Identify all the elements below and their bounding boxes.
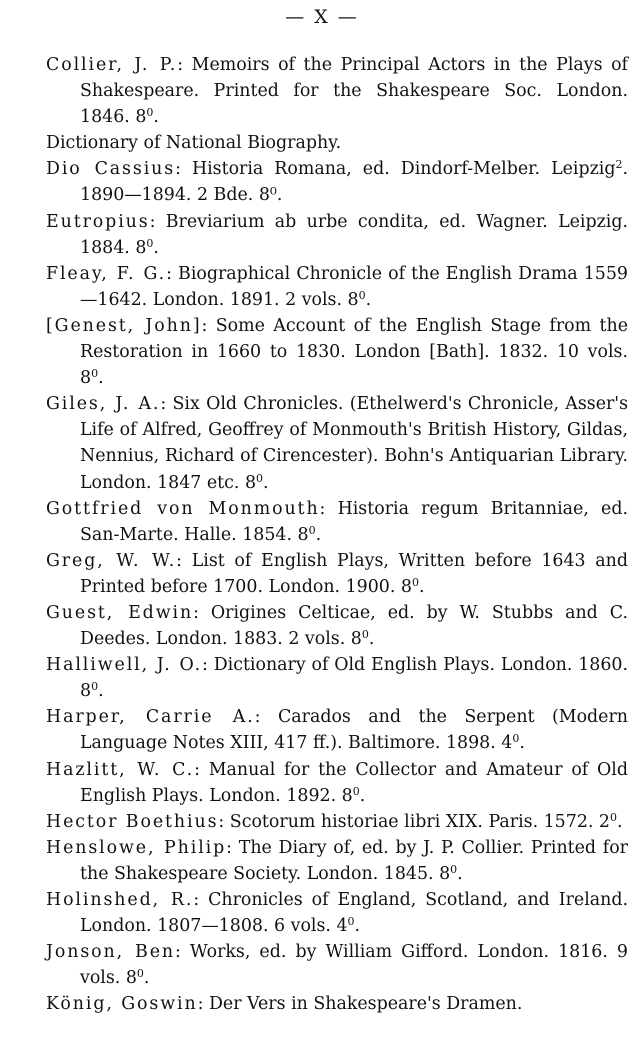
entry-tail: .: [98, 368, 104, 389]
entry-text: : Historia Romana, ed. Dindorf-Melber. Leipzig: [175, 159, 616, 180]
bibliography-entry: [46, 156, 628, 208]
entry-tail: .: [368, 629, 375, 650]
entry-superscript: 0: [256, 471, 264, 485]
entry-text: : Biographical Chronicle of the English Drama 1559—1642. London. 1891. 2 vols. 8: [80, 263, 629, 310]
entry-tail: . 1890—1894. 2 Bde. 8⁰.: [80, 159, 628, 206]
entry-tail: .: [143, 968, 150, 989]
entry-text: : Breviarium ab urbe condita, ed. Wagner. Leipzig. 1884. 8: [80, 211, 628, 258]
bibliography-entry: [46, 704, 628, 756]
bibliography-entry: [46, 991, 628, 1017]
entry-author: Collier, J. P.: [46, 55, 178, 75]
entry-superscript: 0: [91, 367, 99, 381]
entry-tail: .: [98, 681, 104, 702]
entry-superscript: 0: [358, 288, 366, 302]
bibliography-entry: [46, 209, 628, 261]
entry-author: Gottfried von Monmouth: [46, 498, 320, 519]
entry-tail: .: [418, 576, 425, 597]
entry-superscript: 0: [146, 106, 154, 120]
entry-tail: .: [617, 811, 623, 832]
bibliography-entry: [46, 600, 628, 652]
bibliography-entry: [46, 496, 628, 548]
entry-author: Guest, Edwin: [46, 602, 194, 623]
bibliography-entry: [46, 939, 628, 991]
entry-text: Dictionary of National Biography.: [46, 133, 342, 154]
entry-superscript: 2: [615, 158, 623, 172]
entry-superscript: 0: [352, 784, 360, 798]
entry-text: : Scotorum historiae libri XIX. Paris. 1572. 2: [218, 811, 610, 832]
entry-author: Eutropius: [46, 211, 150, 232]
bibliography-entry: [46, 130, 628, 156]
entry-superscript: 0: [512, 732, 520, 746]
entry-text: : Chronicles of England, Scotland, and Ireland. London. 1807—1808. 6 vols. 4: [80, 890, 628, 937]
entry-text: : Dictionary of Old English Plays. London. 1860. 8: [80, 655, 628, 702]
bibliography-list: [46, 52, 628, 1017]
page-number: — X —: [285, 6, 359, 28]
entry-author: Halliwell, J. O.: [46, 655, 203, 676]
entry-text: : Works, ed. by William Gifford. London. 1816. 9 vols. 8: [80, 942, 628, 989]
entry-author: Dio Cassius: [46, 159, 176, 180]
entry-author: Henslowe, Philip: [46, 837, 227, 858]
bibliography-entry: [46, 809, 628, 835]
entry-text: : Manual for the Collector and Amateur of Old English Plays. London. 1892. 8: [80, 759, 628, 806]
entry-author: [Genest, John]: [46, 315, 202, 336]
entry-superscript: 0: [308, 523, 316, 537]
entry-text: : Carados and the Serpent (Modern Language Notes XIII, 417 ff.). Baltimore. 1898. 4: [80, 707, 628, 754]
entry-text: : Der Vers in Shakespeare's Dramen.: [197, 994, 523, 1015]
entry-text: : Memoirs of the Principal Actors in the Plays of Shakespeare. Printed for the Shakespeare Soc. London. 1846. 8: [80, 55, 628, 128]
entry-tail: .: [365, 289, 372, 310]
bibliography-entry: [46, 652, 628, 704]
entry-superscript: 0: [91, 680, 99, 694]
entry-author: Giles, J. A.: [46, 394, 161, 415]
entry-superscript: 0: [136, 967, 144, 981]
bibliography-entry: [46, 52, 628, 130]
bibliography-entry: [46, 887, 628, 939]
entry-author: Holinshed, R.: [46, 890, 194, 910]
bibliography-entry: [46, 757, 628, 809]
entry-text: : Some Account of the English Stage from the Restoration in 1660 to 1830. London [Bath]. 1832. 10 vols. 8: [80, 315, 628, 389]
entry-superscript: 0: [411, 575, 419, 589]
entry-tail: .: [354, 916, 361, 937]
entry-text: : Six Old Chronicles. (Ethelwerd's Chronicle, Asser's Life of Alfred, Geoffrey of Monmouth's British History, Gildas, Nennius, Richard of Cirencester). Bohn's Antiquarian Library. London. 1847 etc. 8: [80, 394, 629, 493]
entry-tail: .: [153, 107, 159, 128]
entry-text: : List of English Plays, Written before 1643 and Printed before 1700. London. 1900. 8: [80, 550, 629, 597]
entry-author: Hector Boethius: [46, 811, 219, 832]
entry-superscript: 0: [361, 628, 369, 642]
entry-author: Jonson, Ben: [46, 942, 175, 963]
entry-text: : Historia regum Britanniae, ed. San-Marte. Halle. 1854. 8: [80, 498, 628, 545]
entry-author: Hazlitt, W. C.: [46, 759, 195, 780]
bibliography-entry: [46, 313, 628, 391]
entry-tail: .: [263, 472, 269, 493]
entry-author: König, Goswin: [46, 994, 198, 1015]
bibliography-entry: [46, 835, 628, 887]
entry-text: : Origines Celticae, ed. by W. Stubbs and C. Deedes. London. 1883. 2 vols. 8: [80, 602, 628, 650]
entry-tail: .: [457, 863, 463, 884]
bibliography-entry: [46, 391, 628, 495]
entry-author: Fleay, F. G.: [46, 263, 167, 284]
entry-tail: .: [315, 524, 322, 545]
entry-superscript: 0: [347, 915, 355, 929]
entry-tail: .: [519, 733, 525, 754]
entry-author: Greg, W. W.: [46, 550, 177, 571]
entry-superscript: 0: [450, 862, 458, 876]
entry-superscript: 0: [610, 810, 617, 824]
bibliography-entry: [46, 261, 628, 313]
entry-tail: .: [359, 785, 366, 806]
entry-text: : The Diary of, ed. by J. P. Collier. Printed for the Shakespeare Society. London. 1845. 8: [80, 837, 628, 884]
entry-superscript: 0: [146, 236, 154, 250]
bibliography-entry: [46, 548, 628, 600]
entry-tail: .: [153, 237, 159, 258]
entry-author: Harper, Carrie A.: [46, 707, 255, 728]
